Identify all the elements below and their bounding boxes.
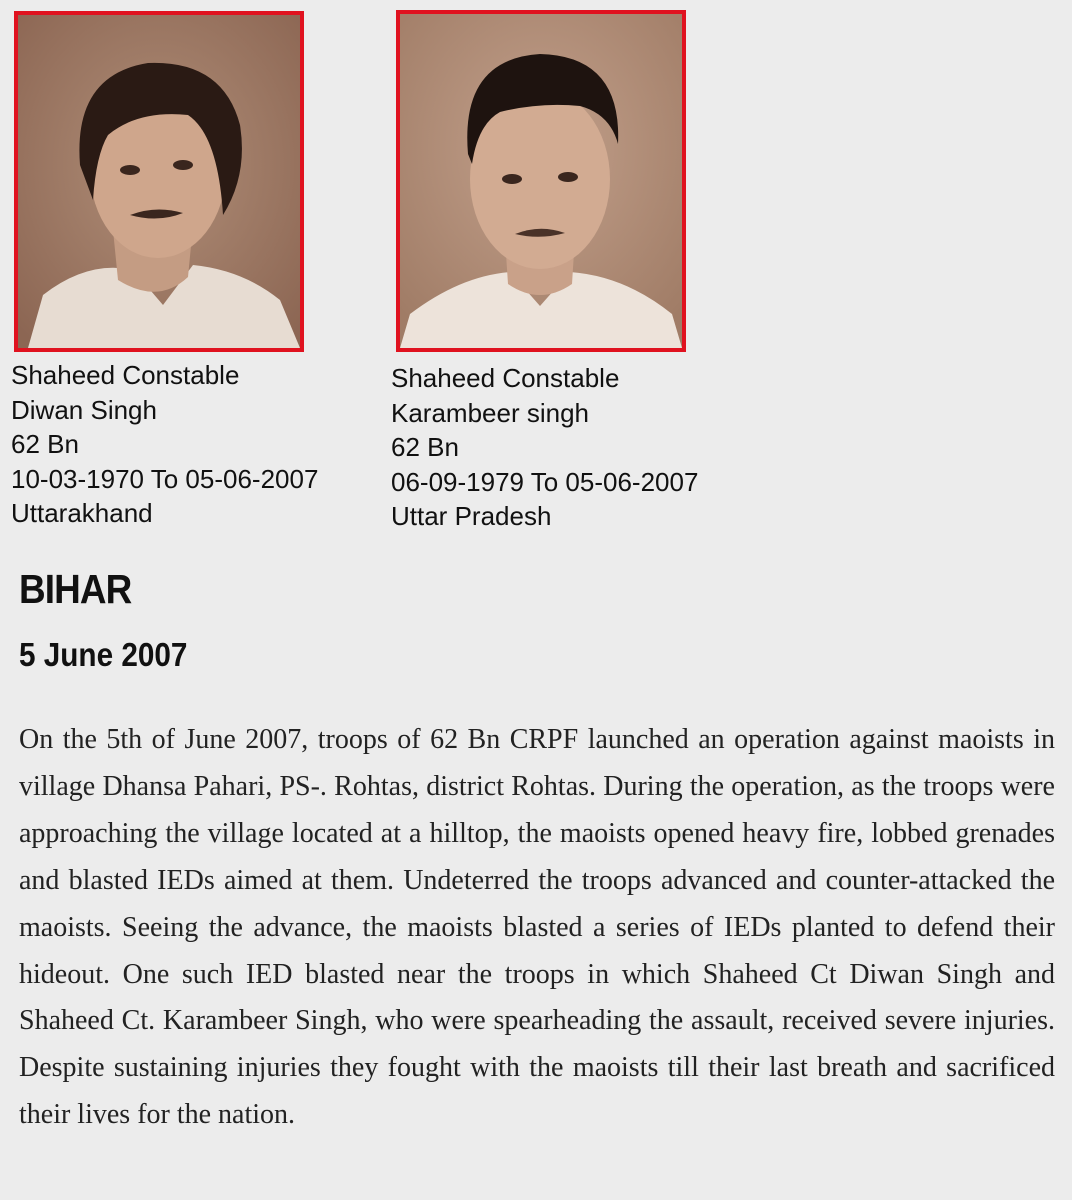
martyr-state: Uttarakhand — [11, 498, 153, 528]
incident-date-heading: 5 June 2007 — [19, 636, 188, 673]
portrait-photo-karambeer-singh — [396, 10, 686, 352]
martyr-caption-1 — [11, 358, 318, 531]
incident-description: On the 5th of June 2007, troops of 62 Bn CRPF launched an operation against maoists in village Dhansa Pahari, PS-. Rohtas, district Rohtas. During the operation, as the troops were approaching the village located at a hilltop, the maoists opened heavy fire, lobbed grenades and blasted IEDs aimed at them. Undeterred the troops advanced and counter-attacked the maoists. Seeing the advance, the maoists blasted a series of IEDs planted to defend their hideout. One such IED blasted near the troops in which Shaheed Ct Diwan Singh and Shaheed Ct. Karambeer Singh, who were spearheading the assault, received severe injuries. Despite sustaining injuries they fought with the maoists till their last breath and sacrificed their lives for the nation. — [19, 724, 1055, 1131]
martyr-name: Karambeer singh — [391, 397, 589, 428]
martyr-state: Uttar Pradesh — [391, 501, 552, 531]
portrait-image — [18, 15, 300, 348]
martyr-caption-2 — [391, 361, 698, 534]
state-heading: BIHAR — [19, 566, 132, 612]
martyr-unit: 62 Bn — [391, 432, 459, 462]
martyr-name: Diwan Singh — [11, 394, 157, 425]
martyr-title: Shaheed Constable — [11, 360, 240, 390]
martyr-title: Shaheed Constable — [391, 363, 620, 393]
martyr-dates: 10-03-1970 To 05-06-2007 — [11, 463, 319, 494]
portrait-image — [400, 14, 682, 348]
portrait-photo-diwan-singh — [14, 11, 304, 352]
martyr-dates: 06-09-1979 To 05-06-2007 — [391, 466, 699, 497]
martyr-unit: 62 Bn — [11, 429, 79, 459]
